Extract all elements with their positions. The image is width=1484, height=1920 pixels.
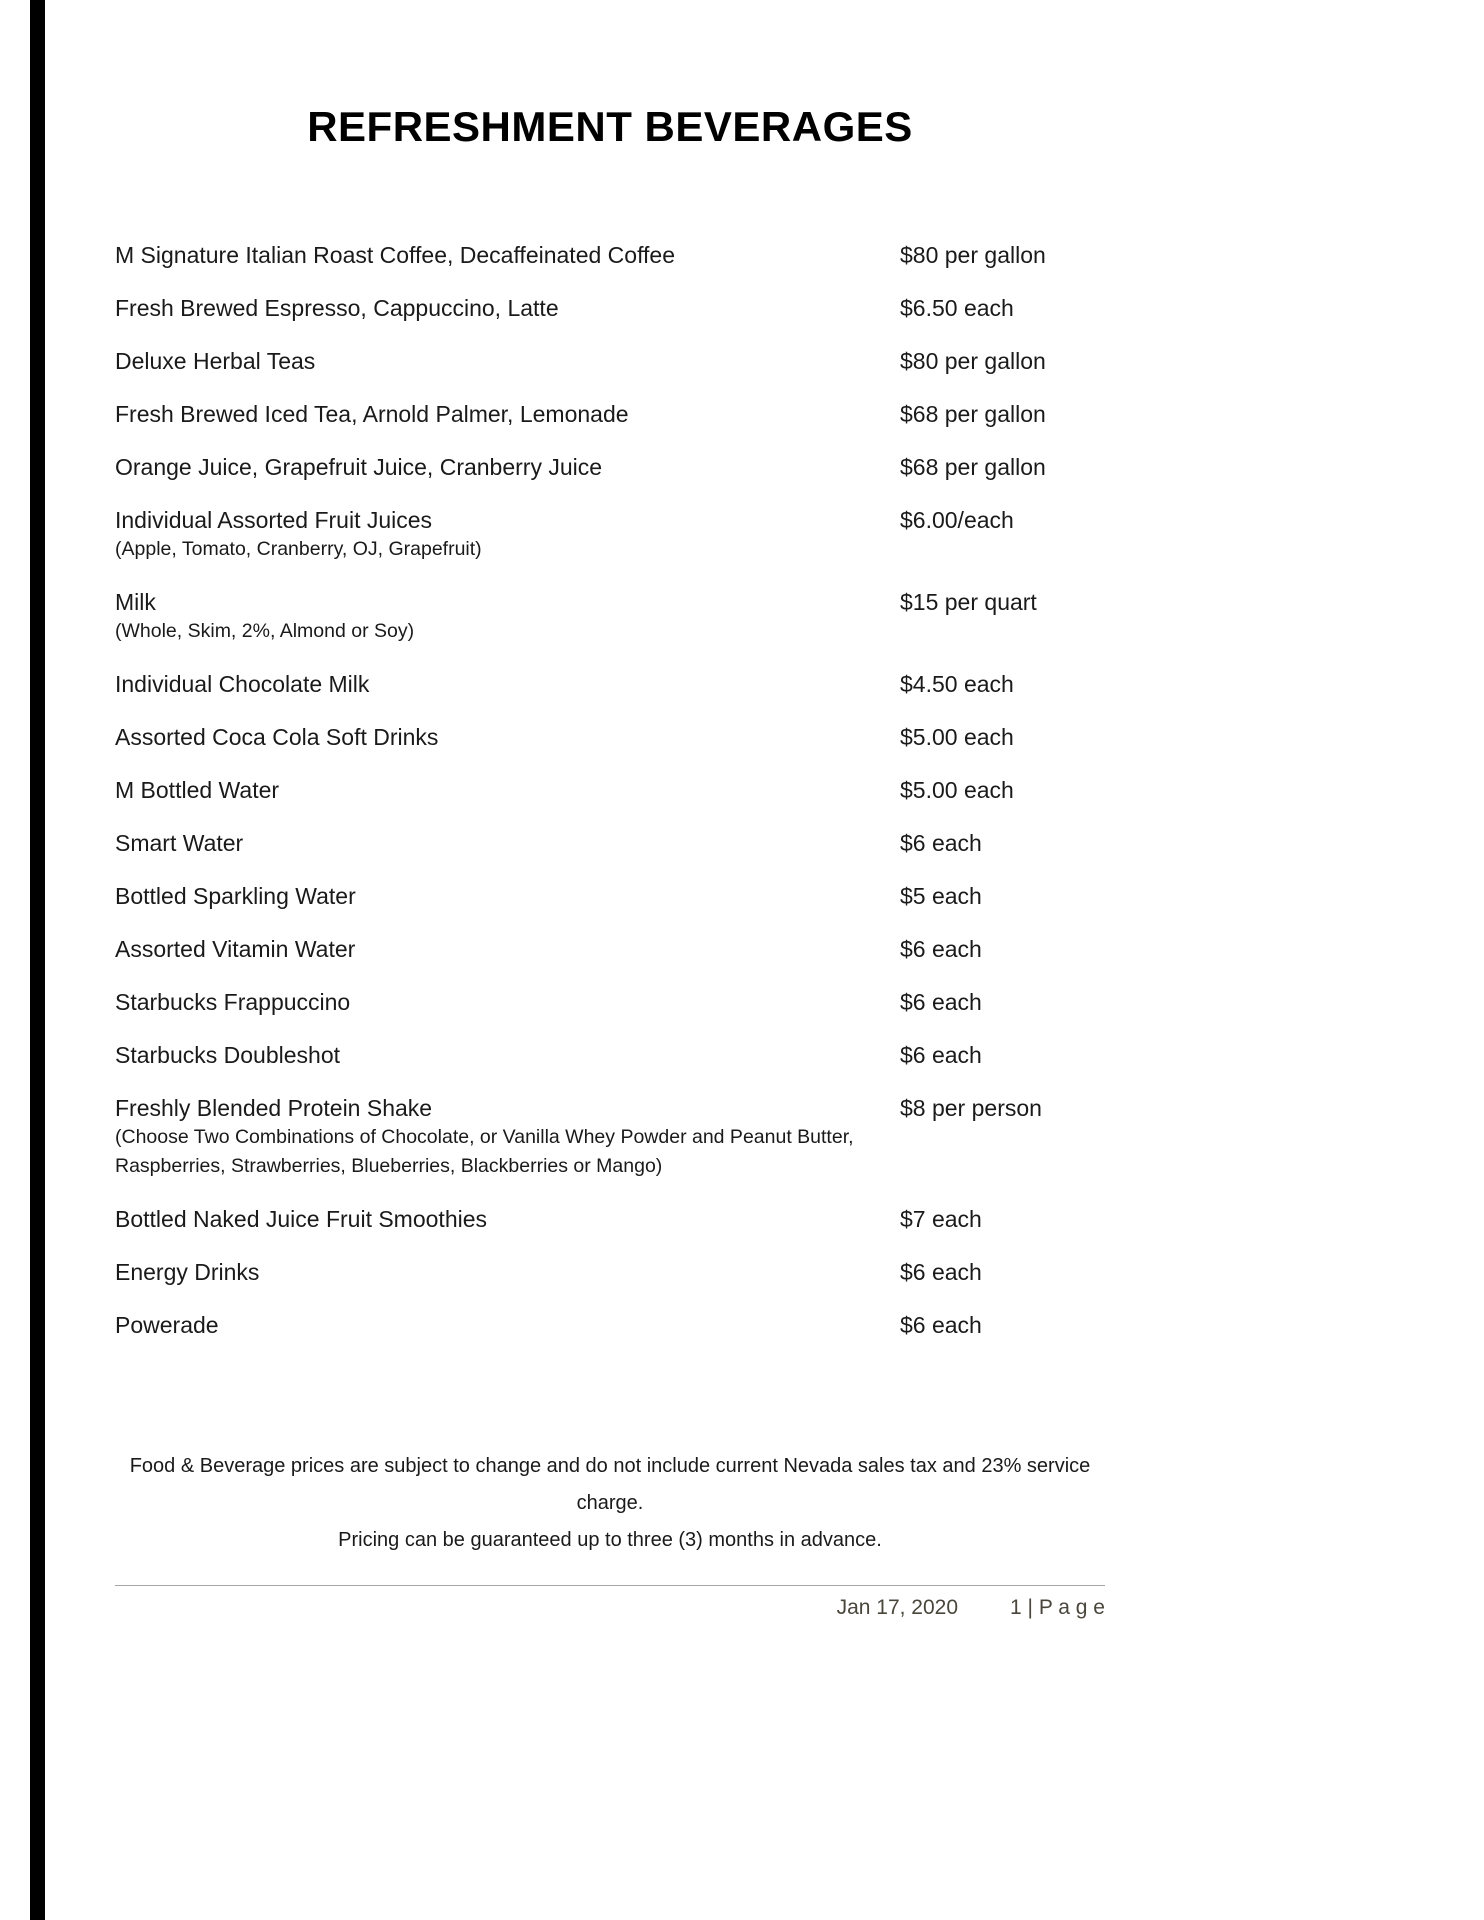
- item-price: $80 per gallon: [900, 348, 1046, 374]
- item-text: [115, 587, 900, 646]
- item-text: [115, 669, 900, 699]
- item-text: [115, 775, 900, 805]
- page-left-border: [30, 0, 45, 1920]
- item-price: $6.00/each: [900, 507, 1014, 533]
- footer-note-line1: Food & Beverage prices are subject to change and do not include current Nevada sales tax and 23% service charge.: [129, 1455, 1091, 1514]
- item-name: Powerade: [115, 1312, 219, 1338]
- menu-item-row: [115, 346, 1105, 376]
- item-text: [115, 987, 900, 1017]
- item-note: (Whole, Skim, 2%, Almond or Soy): [115, 620, 415, 642]
- item-text: [115, 452, 900, 482]
- item-text: [115, 1204, 900, 1234]
- item-name: Deluxe Herbal Teas: [115, 348, 316, 374]
- menu-item-row: [115, 240, 1105, 270]
- page-title: REFRESHMENT BEVERAGES: [307, 103, 913, 150]
- item-name: Individual Assorted Fruit Juices: [115, 507, 433, 533]
- item-name: Bottled Sparkling Water: [115, 883, 356, 909]
- item-price: $6 each: [900, 1312, 982, 1338]
- item-name: Starbucks Frappuccino: [115, 989, 351, 1015]
- menu-item-row: [115, 1093, 1105, 1181]
- menu-item-row: [115, 1257, 1105, 1287]
- menu-items: [115, 240, 1105, 1340]
- footer-note-line2: Pricing can be guaranteed up to three (3) months in advance.: [338, 1529, 882, 1551]
- item-price: $80 per gallon: [900, 242, 1046, 268]
- item-note: (Choose Two Combinations of Chocolate, or Vanilla Whey Powder and Peanut Butter, Raspberries, Strawberries, Blueberries, Blackberries or Mango): [115, 1126, 854, 1177]
- item-price: $6 each: [900, 936, 982, 962]
- item-name: Energy Drinks: [115, 1259, 260, 1285]
- item-name: Fresh Brewed Espresso, Cappuccino, Latte: [115, 295, 559, 321]
- menu-item-row: [115, 934, 1105, 964]
- item-text: [115, 1310, 900, 1340]
- item-text: [115, 722, 900, 752]
- item-price: $6 each: [900, 1042, 982, 1068]
- menu-item-row: [115, 881, 1105, 911]
- item-text: [115, 1257, 900, 1287]
- footer-page-number: 1 | P a g e: [1010, 1596, 1105, 1619]
- menu-item-row: [115, 828, 1105, 858]
- item-name: M Signature Italian Roast Coffee, Decaffeinated Coffee: [115, 242, 676, 268]
- item-name: Starbucks Doubleshot: [115, 1042, 341, 1068]
- item-price: $6 each: [900, 1259, 982, 1285]
- menu-item-row: [115, 587, 1105, 646]
- item-price: $7 each: [900, 1206, 982, 1232]
- item-name: Assorted Coca Cola Soft Drinks: [115, 724, 439, 750]
- item-text: [115, 1040, 900, 1070]
- item-price: $5.00 each: [900, 724, 1014, 750]
- item-price: $15 per quart: [900, 589, 1037, 615]
- item-name: Bottled Naked Juice Fruit Smoothies: [115, 1206, 488, 1232]
- item-name: Orange Juice, Grapefruit Juice, Cranberry Juice: [115, 454, 603, 480]
- item-name: Smart Water: [115, 830, 244, 856]
- menu-item-row: [115, 505, 1105, 564]
- item-text: [115, 505, 900, 564]
- item-price: $68 per gallon: [900, 454, 1046, 480]
- footer-date: Jan 17, 2020: [836, 1596, 959, 1619]
- menu-item-row: [115, 1204, 1105, 1234]
- item-text: [115, 881, 900, 911]
- menu-item-row: [115, 669, 1105, 699]
- menu-item-row: [115, 722, 1105, 752]
- item-text: [115, 1093, 900, 1181]
- menu-item-row: [115, 1310, 1105, 1340]
- item-text: [115, 828, 900, 858]
- item-text: [115, 934, 900, 964]
- footer-meta: [115, 1586, 1105, 1620]
- menu-item-row: [115, 399, 1105, 429]
- menu-item-row: [115, 987, 1105, 1017]
- item-note: (Apple, Tomato, Cranberry, OJ, Grapefruit): [115, 538, 482, 560]
- item-price: $6 each: [900, 830, 982, 856]
- menu-item-row: [115, 1040, 1105, 1070]
- item-price: $68 per gallon: [900, 401, 1046, 427]
- item-text: [115, 240, 900, 270]
- item-name: Freshly Blended Protein Shake: [115, 1095, 433, 1121]
- item-text: [115, 399, 900, 429]
- page-content: [115, 0, 1105, 1620]
- item-price: $4.50 each: [900, 671, 1014, 697]
- item-name: M Bottled Water: [115, 777, 280, 803]
- footer: [115, 1448, 1105, 1620]
- item-name: Assorted Vitamin Water: [115, 936, 356, 962]
- item-price: $5.00 each: [900, 777, 1014, 803]
- item-name: Individual Chocolate Milk: [115, 671, 370, 697]
- item-name: Fresh Brewed Iced Tea, Arnold Palmer, Lemonade: [115, 401, 629, 427]
- item-price: $8 per person: [900, 1095, 1042, 1121]
- menu-item-row: [115, 293, 1105, 323]
- item-text: [115, 346, 900, 376]
- item-text: [115, 293, 900, 323]
- item-price: $6.50 each: [900, 295, 1014, 321]
- menu-item-row: [115, 452, 1105, 482]
- menu-item-row: [115, 775, 1105, 805]
- item-price: $6 each: [900, 989, 982, 1015]
- item-name: Milk: [115, 589, 156, 615]
- item-price: $5 each: [900, 883, 982, 909]
